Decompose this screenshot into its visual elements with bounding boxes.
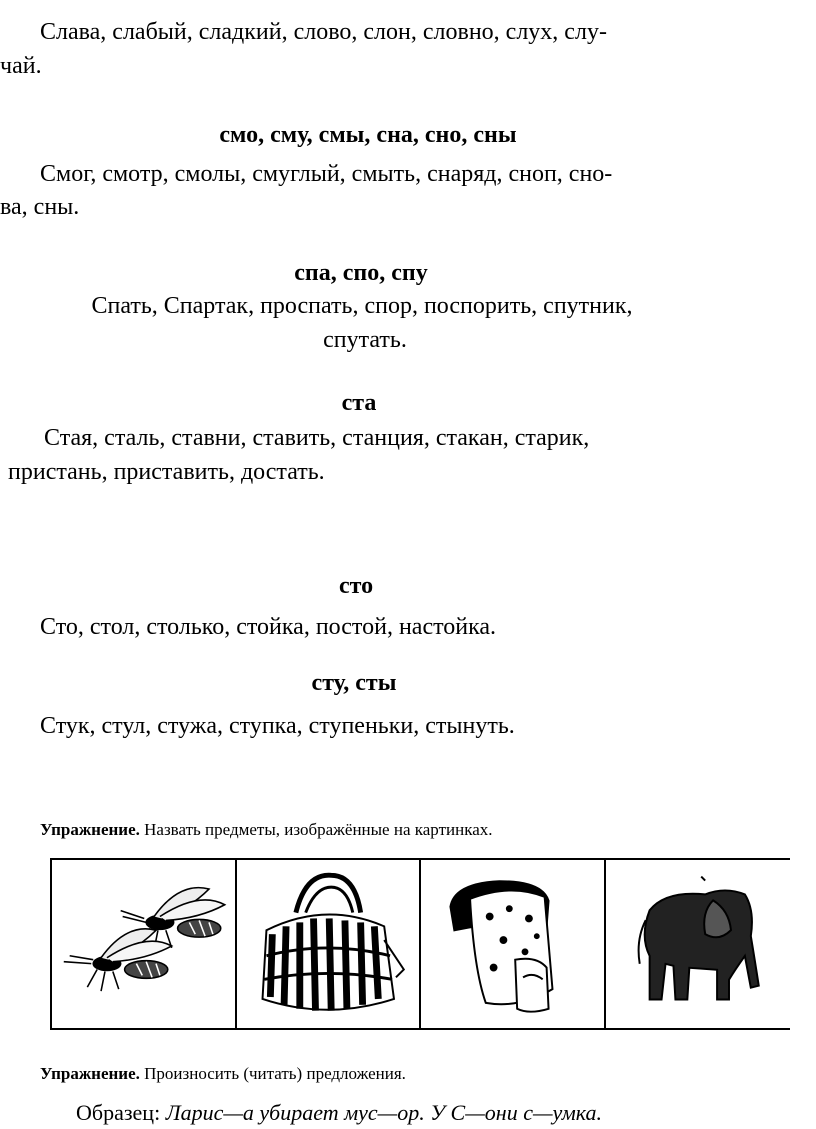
exercise-1-label: Упражнение. [40,820,140,839]
sta-line-2: пристань, приставить, достать. [8,459,325,485]
smo-line-2: ва, сны. [0,194,80,220]
bag-icon [237,860,420,1028]
heading-smo: смо, сму, смы, сна, сно, сны [219,122,517,148]
exercise-2 [40,1063,406,1085]
picture-strip [50,858,790,1030]
stu-line-1: Стук, стул, стужа, ступка, ступеньки, стынуть. [40,713,515,739]
sla-line-1: Слава, слабый, сладкий, слово, слон, словно, слух, слу- [40,19,607,45]
sample-label: Образец: [76,1100,166,1125]
sla-line-2: чай. [0,53,42,79]
spa-line-1: Спать, Спартак, проспать, спор, поспорить, спутник, [91,293,633,319]
spa-line-2: спутать. [323,327,407,353]
heading-spa: спа, спо, спу [294,260,428,286]
heading-sta: ста [341,390,377,416]
exercise-1-text: Назвать предметы, изображённые на картинках. [139,820,493,839]
sample-line [76,1099,602,1127]
heading-sto: сто [338,573,374,599]
wasps-icon [52,860,235,1028]
sample-text: Ларис—а убирает мус—ор. У С—они с—умка. [165,1100,603,1125]
smo-line-1: Смог, смотр, смолы, смуглый, смыть, снаряд, сноп, сно- [40,161,613,187]
sto-line-1: Сто, стол, столько, стойка, постой, настойка. [40,614,497,640]
cheese-icon [421,860,604,1028]
picture-cell-wasps [52,860,237,1028]
picture-cell-elephant [606,860,790,1028]
exercise-2-label: Упражнение. [40,1064,140,1083]
exercise-2-text: Произносить (читать) предложения. [139,1064,406,1083]
exercise-1 [40,819,493,841]
heading-stu: сту, сты [311,670,397,696]
elephant-icon [606,860,790,1028]
picture-cell-cheese [421,860,606,1028]
sta-line-1: Стая, сталь, ставни, ставить, станция, стакан, старик, [44,425,590,451]
picture-cell-bag [237,860,422,1028]
